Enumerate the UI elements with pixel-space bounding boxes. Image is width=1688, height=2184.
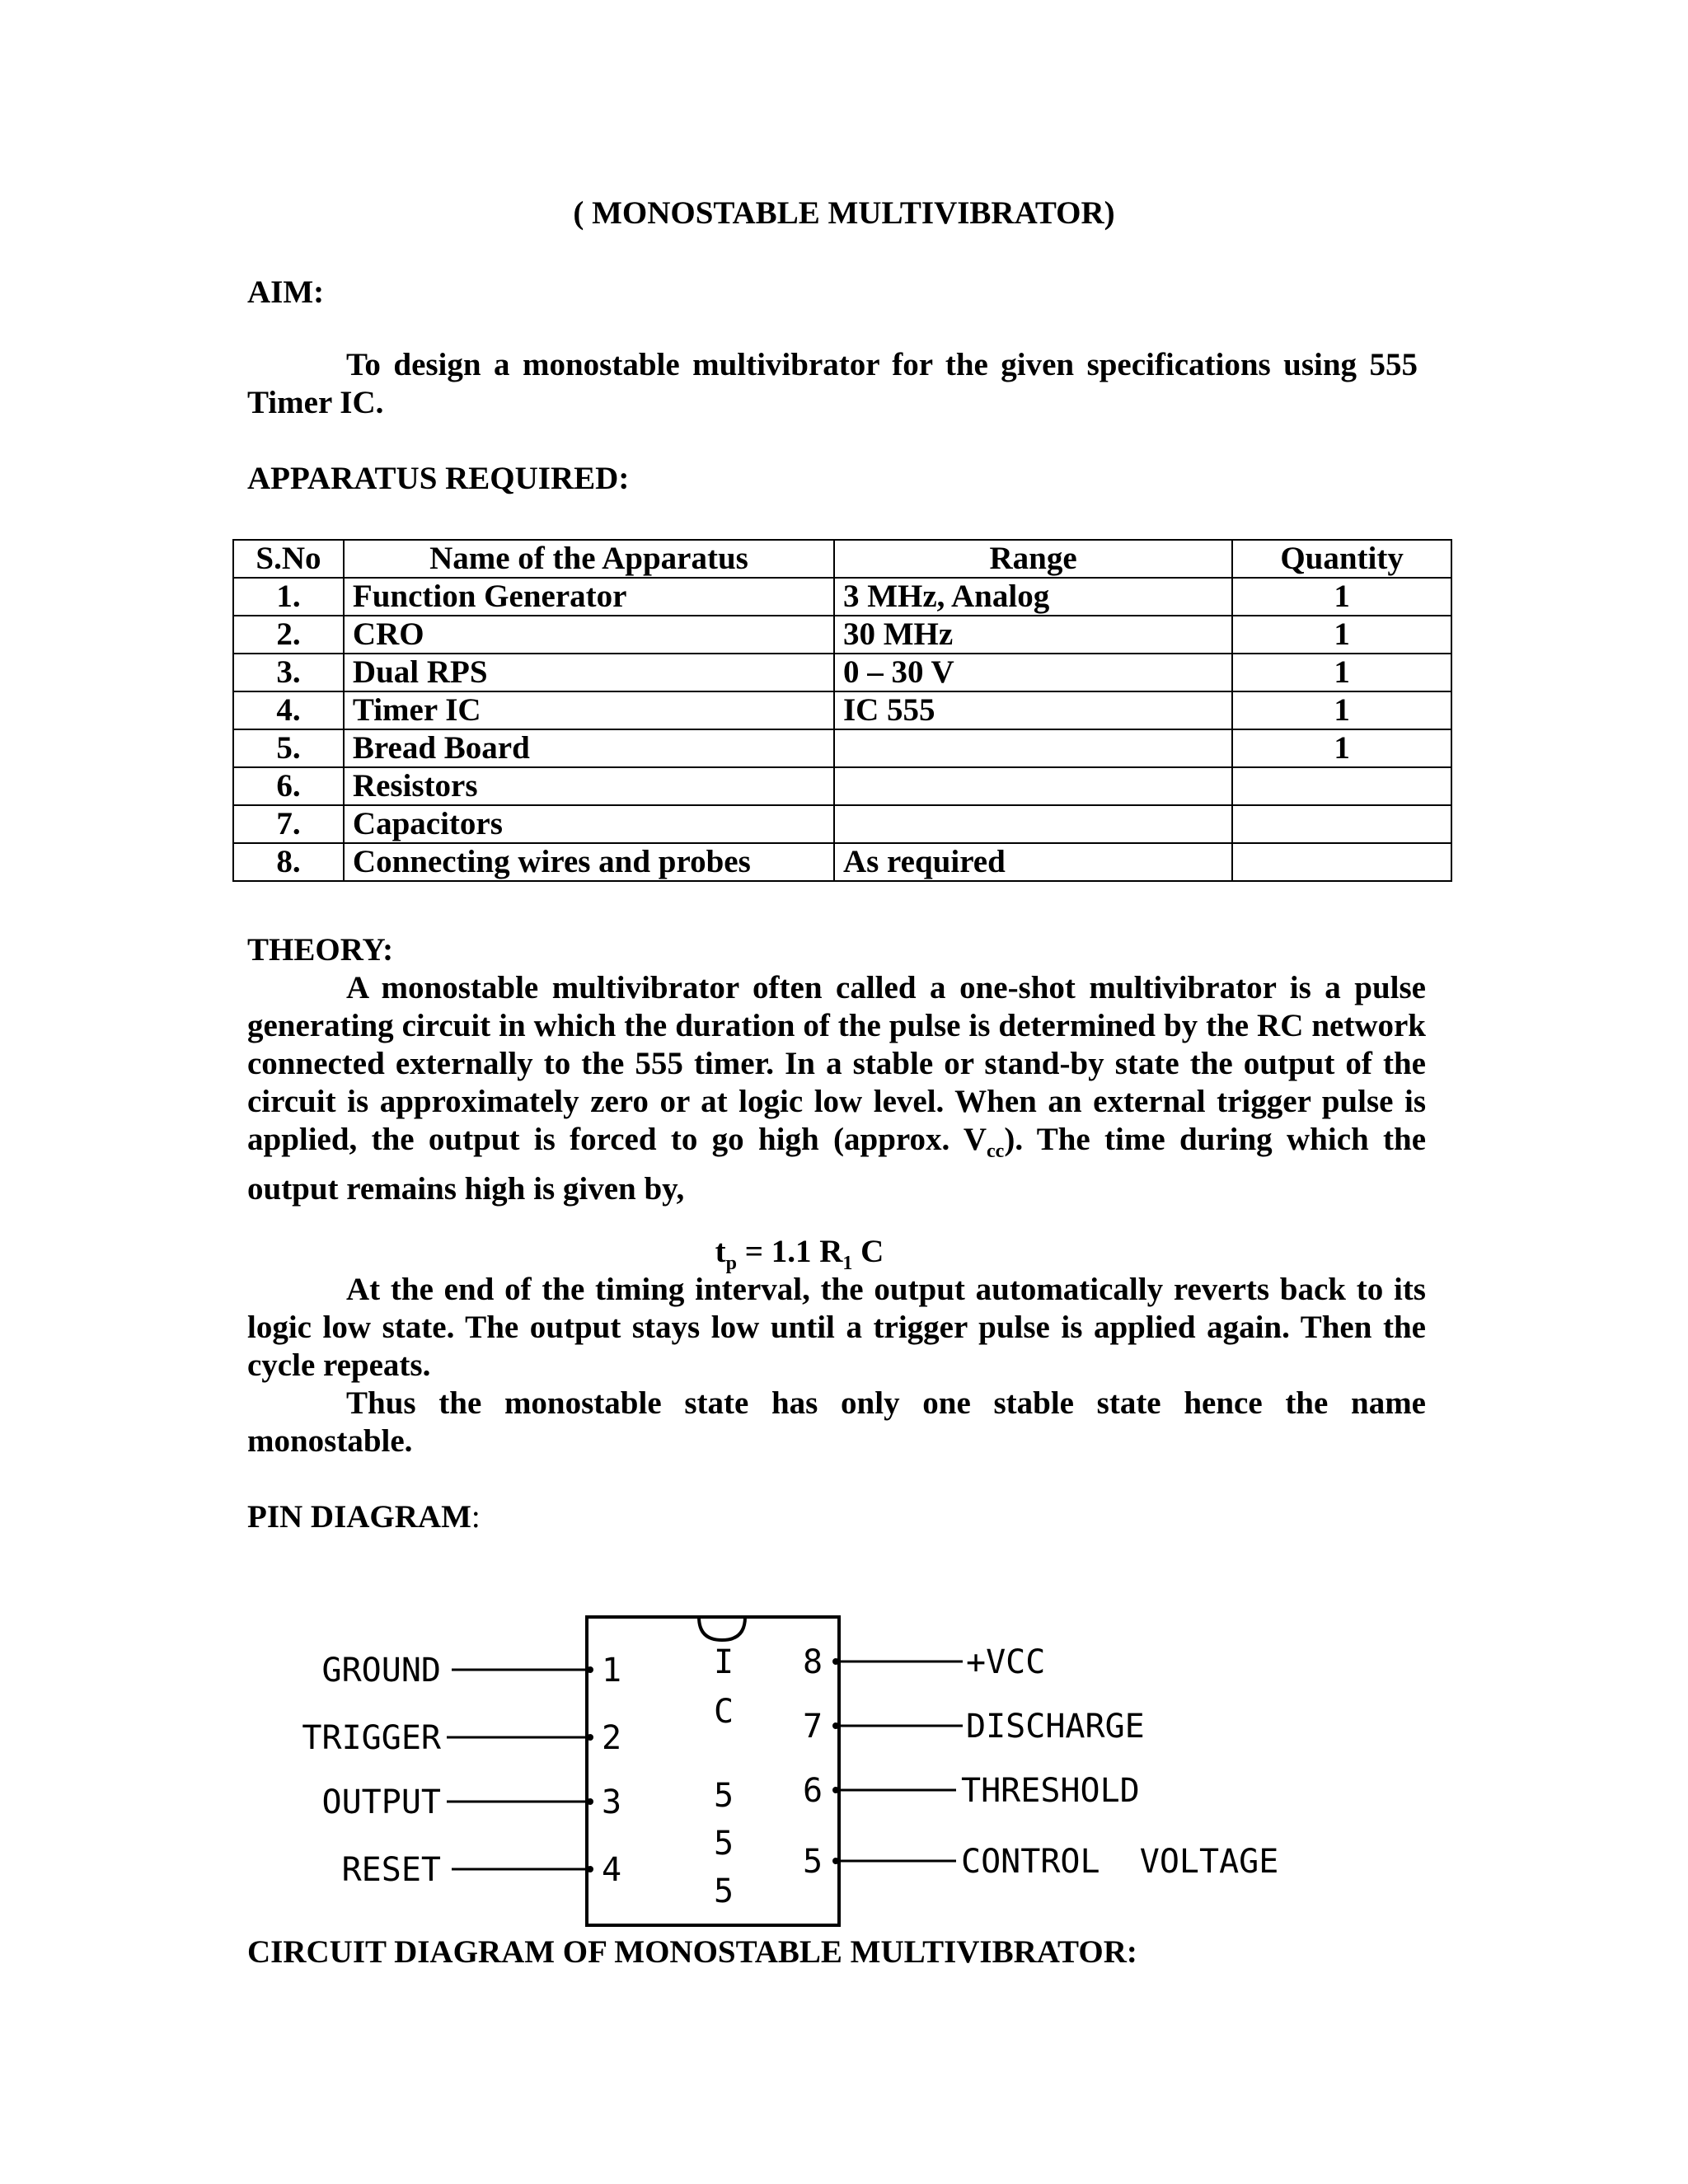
- cell-range: IC 555: [834, 691, 1232, 729]
- col-name: Name of the Apparatus: [344, 540, 834, 578]
- pin-label-ground: GROUND: [321, 1652, 441, 1690]
- theory-paragraph-3: Thus the monostable state has only one stable state hence the name monostable.: [247, 1385, 1426, 1459]
- ic-body: [587, 1617, 839, 1925]
- pin-number: 2: [602, 1719, 622, 1757]
- pin-number: 4: [602, 1851, 622, 1889]
- cell-sno: 8.: [233, 843, 344, 881]
- cell-name: Dual RPS: [344, 654, 834, 691]
- pin-label-discharge: DISCHARGE: [966, 1708, 1145, 1746]
- cell-qty: 1: [1232, 691, 1451, 729]
- formula-end: C: [852, 1234, 884, 1269]
- theory-heading: THEORY:: [247, 932, 394, 968]
- cell-name: Bread Board: [344, 729, 834, 767]
- cell-qty: 1: [1232, 729, 1451, 767]
- formula-lhs-sub: p: [725, 1252, 738, 1274]
- chip-label-char: 5: [714, 1825, 734, 1863]
- ic-notch: [699, 1617, 745, 1640]
- pin-number: 3: [602, 1783, 622, 1821]
- pin-number: 5: [803, 1843, 823, 1881]
- col-quantity: Quantity: [1232, 540, 1451, 578]
- pin-number: 6: [803, 1772, 823, 1810]
- pin-label-reset: RESET: [341, 1851, 441, 1889]
- cell-name: Timer IC: [344, 691, 834, 729]
- cell-sno: 4.: [233, 691, 344, 729]
- pin-dot: [832, 1787, 839, 1793]
- aim-heading: AIM:: [247, 274, 325, 310]
- pin-dot: [587, 1798, 593, 1805]
- cell-sno: 1.: [233, 578, 344, 616]
- cell-sno: 3.: [233, 654, 344, 691]
- aim-text: To design a monostable multivibrator for the given specifications using 555 Timer IC.: [247, 347, 1418, 420]
- pin-dot: [832, 1858, 839, 1864]
- cell-qty: 1: [1232, 616, 1451, 654]
- right-pins: [803, 1643, 1278, 1881]
- formula-mid: = 1.1 R: [737, 1234, 843, 1269]
- theory-p1-main: A monostable multivibrator often called a one-shot multivibrator is a pulse generating circuit in which the duration of the pulse is determined by the RC network connected externally to the 555 timer. In a stable or stand-by state the output of the circuit is approximately zero or at logic low level. When an external trigger pulse is applied, the output is forced to go high (approx. V: [247, 970, 1426, 1157]
- pin-number: 1: [602, 1652, 622, 1690]
- formula-mid-sub: 1: [842, 1252, 853, 1274]
- cell-name: Resistors: [344, 767, 834, 805]
- cell-sno: 6.: [233, 767, 344, 805]
- pin-dot: [587, 1666, 593, 1673]
- theory-p1-end: ). The time during which the output remains high is given by,: [247, 1122, 1427, 1207]
- pin-dot: [587, 1866, 593, 1872]
- circuit-diagram-heading: CIRCUIT DIAGRAM OF MONOSTABLE MULTIVIBRATOR:: [247, 1934, 1137, 1970]
- pin-label-output: OUTPUT: [321, 1783, 441, 1821]
- pin-dot: [832, 1722, 839, 1729]
- cell-range: 30 MHz: [834, 616, 1232, 654]
- cell-name: Capacitors: [344, 805, 834, 843]
- pin-diagram-heading-text: PIN DIAGRAM: [247, 1499, 471, 1535]
- cell-range: As required: [834, 843, 1232, 881]
- pin-label-threshold: THRESHOLD: [961, 1772, 1140, 1810]
- pin-label-control-voltage: CONTROL VOLTAGE: [961, 1843, 1279, 1881]
- cell-qty: 1: [1232, 654, 1451, 691]
- pin-label-trigger: TRIGGER: [302, 1719, 441, 1757]
- apparatus-heading: APPARATUS REQUIRED:: [247, 461, 630, 496]
- cell-name: Connecting wires and probes: [344, 843, 834, 881]
- ic-chip-label: [714, 1643, 734, 1910]
- cell-name: CRO: [344, 616, 834, 654]
- col-sno: S.No: [233, 540, 344, 578]
- pin-label-vcc: +VCC: [966, 1643, 1046, 1681]
- pin-number: 8: [803, 1643, 823, 1681]
- pin-number: 7: [803, 1708, 823, 1746]
- theory-paragraph-2: At the end of the timing interval, the output automatically reverts back to its logic low state. The output stays low until a trigger pulse is applied again. Then the cycle repeats.: [247, 1272, 1426, 1383]
- cell-range: 0 – 30 V: [834, 654, 1232, 691]
- chip-label-char: C: [714, 1693, 734, 1731]
- cell-sno: 2.: [233, 616, 344, 654]
- page-title: ( MONOSTABLE MULTIVIBRATOR): [573, 195, 1115, 231]
- cell-sno: 7.: [233, 805, 344, 843]
- col-range: Range: [834, 540, 1232, 578]
- cell-name: Function Generator: [344, 578, 834, 616]
- pin-dot: [832, 1658, 839, 1665]
- theory-p1-sub: cc: [987, 1140, 1005, 1162]
- left-pins: [302, 1652, 621, 1889]
- chip-label-char: 5: [714, 1777, 734, 1815]
- cell-range: 3 MHz, Analog: [834, 578, 1232, 616]
- chip-label-char: 5: [714, 1872, 734, 1910]
- chip-label-char: I: [714, 1643, 734, 1681]
- cell-sno: 5.: [233, 729, 344, 767]
- pin-dot: [587, 1734, 593, 1741]
- pin-diagram-heading-colon: :: [471, 1499, 481, 1535]
- cell-qty: 1: [1232, 578, 1451, 616]
- formula-lhs: t: [715, 1234, 726, 1269]
